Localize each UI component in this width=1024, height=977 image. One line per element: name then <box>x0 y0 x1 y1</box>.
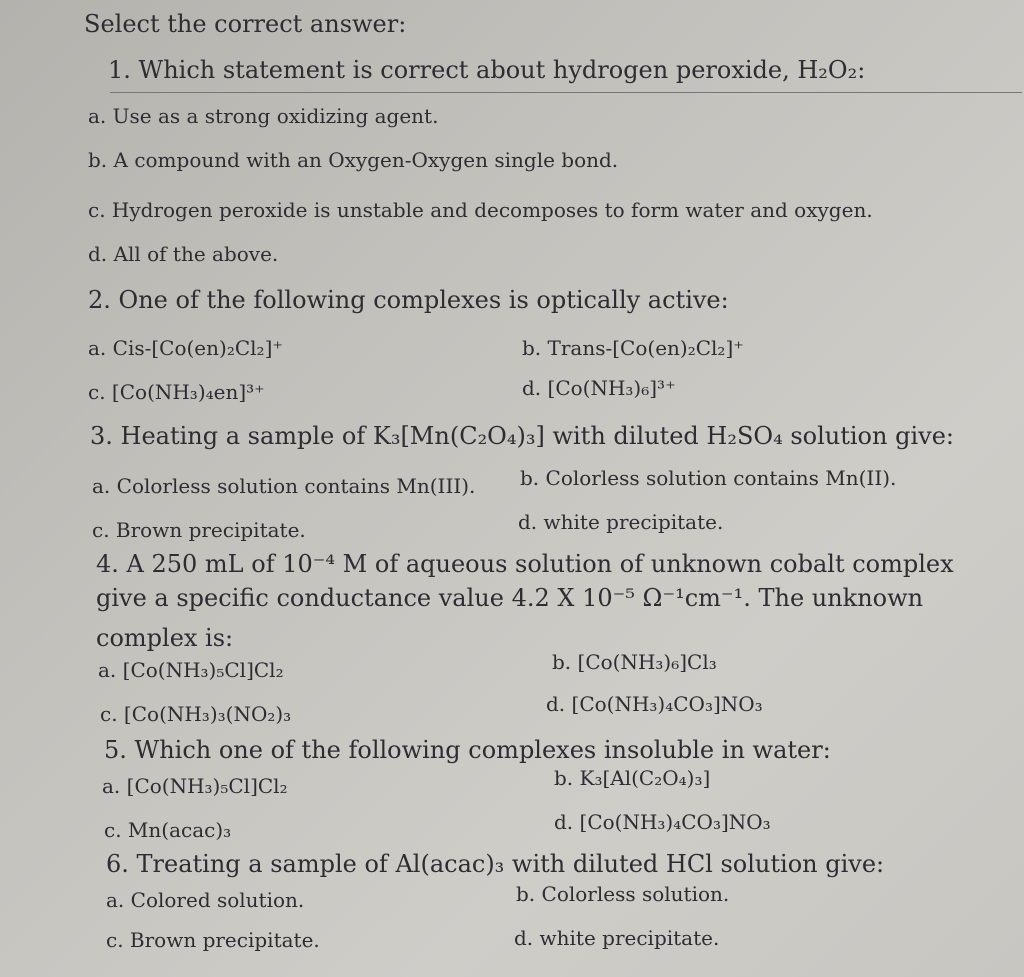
question-4-option-c[interactable]: c. [Co(NH₃)₃(NO₂)₃ <box>100 702 292 726</box>
question-5-option-b[interactable]: b. K₃[Al(C₂O₄)₃] <box>554 766 711 790</box>
question-2-stem: 2. One of the following complexes is optically active: <box>88 286 729 314</box>
question-1-option-c[interactable]: c. Hydrogen peroxide is unstable and decomposes to form water and oxygen. <box>88 198 873 222</box>
question-3-stem: 3. Heating a sample of K₃[Mn(C₂O₄)₃] with diluted H₂SO₄ solution give: <box>90 422 954 450</box>
question-1-option-a[interactable]: a. Use as a strong oxidizing agent. <box>88 104 439 128</box>
question-6-option-d[interactable]: d. white precipitate. <box>514 926 720 950</box>
question-2-option-c[interactable]: c. [Co(NH₃)₄en]³⁺ <box>88 380 265 404</box>
question-5-option-c[interactable]: c. Mn(acac)₃ <box>104 818 232 842</box>
question-4-stem-line-1: 4. A 250 mL of 10⁻⁴ M of aqueous solution of unknown cobalt complex <box>96 550 954 578</box>
question-4-option-a[interactable]: a. [Co(NH₃)₅Cl]Cl₂ <box>98 658 284 682</box>
question-1-option-b[interactable]: b. A compound with an Oxygen-Oxygen single bond. <box>88 148 619 172</box>
question-5-stem: 5. Which one of the following complexes insoluble in water: <box>104 736 831 764</box>
question-5-option-d[interactable]: d. [Co(NH₃)₄CO₃]NO₃ <box>554 810 771 834</box>
question-3-option-d[interactable]: d. white precipitate. <box>518 510 724 534</box>
question-3-option-b[interactable]: b. Colorless solution contains Mn(II). <box>520 466 897 490</box>
question-4-stem-line-3: complex is: <box>96 624 234 652</box>
question-4-option-d[interactable]: d. [Co(NH₃)₄CO₃]NO₃ <box>546 692 763 716</box>
question-1-stem: 1. Which statement is correct about hydrogen peroxide, H₂O₂: <box>108 56 866 84</box>
question-underline-rule <box>110 92 1022 93</box>
page-heading: Select the correct answer: <box>84 10 407 38</box>
question-6-option-b[interactable]: b. Colorless solution. <box>516 882 730 906</box>
question-6-option-a[interactable]: a. Colored solution. <box>106 888 305 912</box>
question-6-stem: 6. Treating a sample of Al(acac)₃ with diluted HCl solution give: <box>106 850 885 878</box>
question-4-option-b[interactable]: b. [Co(NH₃)₆]Cl₃ <box>552 650 717 674</box>
question-2-option-a[interactable]: a. Cis-[Co(en)₂Cl₂]⁺ <box>88 336 283 360</box>
question-3-option-a[interactable]: a. Colorless solution contains Mn(III). <box>92 474 476 498</box>
question-6-option-c[interactable]: c. Brown precipitate. <box>106 928 320 952</box>
question-3-option-c[interactable]: c. Brown precipitate. <box>92 518 306 542</box>
question-2-option-b[interactable]: b. Trans-[Co(en)₂Cl₂]⁺ <box>522 336 744 360</box>
question-1-option-d[interactable]: d. All of the above. <box>88 242 279 266</box>
question-2-option-d[interactable]: d. [Co(NH₃)₆]³⁺ <box>522 376 676 400</box>
question-5-option-a[interactable]: a. [Co(NH₃)₅Cl]Cl₂ <box>102 774 288 798</box>
question-4-stem-line-2: give a specific conductance value 4.2 X 10⁻⁵ Ω⁻¹cm⁻¹. The unknown <box>96 584 924 612</box>
